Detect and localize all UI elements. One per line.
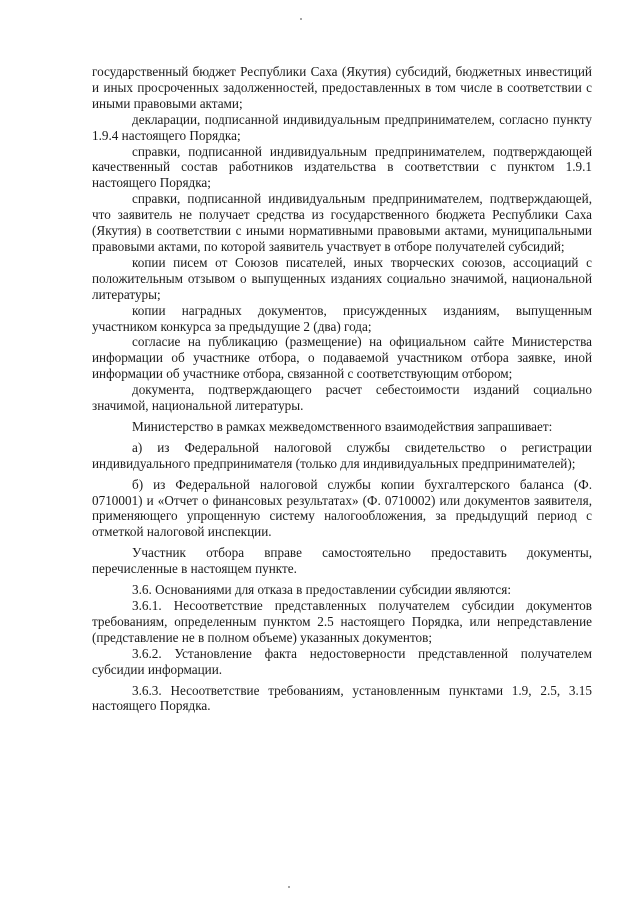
paragraph-item-a: а) из Федеральной налоговой службы свидетельство о регистрации индивидуального предпринимателя (только для индивидуальных предпринимателей); — [92, 439, 592, 471]
paragraph-publication-consent: согласие на публикацию (размещение) на официальном сайте Министерства информации об участнике отбора, о подаваемой участником отбора заявке, иной информации об участнике отбора, связанной с соответствующим отбором; — [92, 334, 592, 382]
scan-speck — [300, 18, 302, 20]
section-3-6-heading: 3.6. Основаниями для отказа в предоставлении субсидии являются: — [132, 582, 512, 598]
paragraph-continuation: государственный бюджет Республики Саха (Якутия) субсидий, бюджетных инвестиций и иных просроченных задолженностей, предоставленных в том числе в соответствии с иными правовыми актами; — [92, 64, 592, 111]
paragraph-declaration: декларации, подписанной индивидуальным предпринимателем, согласно пункту 1.9.4 настоящего Порядка; — [92, 111, 592, 143]
paragraph-staff-certificate: справки, подписанной индивидуальным предпринимателем, подтверждающей качественный состав работников издательства в соответствии с пунктом 1.9.1 настоящего Порядка; — [92, 143, 592, 191]
paragraph-writers-letters: копии писем от Союзов писателей, иных творческих союзов, ассоциаций с положительным отзывом о выпущенных изданиях социально значимой, национальной литературы; — [92, 254, 592, 302]
paragraph-no-funds-certificate: справки, подписанной индивидуальным предпринимателем, подтверждающей, что заявитель не получает средства из государственного бюджета Республики Саха (Якутия) в соответствии с иными нормативными правовыми актами, муниципальными правовыми актами, по которой заявитель участвует в отборе получателей субсидий; — [92, 191, 592, 254]
paragraph-item-b: б) из Федеральной налоговой службы копии бухгалтерского баланса (Ф. 0710001) и «Отчет о финансовых результатах» (Ф. 0710002) или документов заявителя, применяющего упрощенную систему налогообложения, за предыдущий период с отметкой налоговой инспекции. — [92, 476, 592, 540]
document-body — [92, 64, 592, 714]
paragraph-cost-calculation: документа, подтверждающего расчет себестоимости изданий социально значимой, национальной литературы. — [92, 382, 592, 414]
section-3-6-1: 3.6.1. Несоответствие представленных получателем субсидии документов требованиям, определенным пунктом 2.5 настоящего Порядка, или непредставление (представление не в полном объеме) указанных документов; — [92, 598, 592, 645]
section-3-6-3: 3.6.3. Несоответствие требованиям, установленным пунктами 1.9, 2.5, 3.15 настоящего Порядка. — [92, 682, 592, 714]
paragraph-award-documents: копии наградных документов, присужденных изданиям, выпущенным участником конкурса за предыдущие 2 (два) года; — [92, 302, 592, 334]
section-3-6-2: 3.6.2. Установление факта недостоверности представленной получателем субсидии информации. — [92, 645, 592, 677]
scan-speck — [288, 886, 290, 888]
paragraph-ministry-requests: Министерство в рамках межведомственного взаимодействия запрашивает: — [132, 418, 553, 434]
paragraph-self-submission: Участник отбора вправе самостоятельно предоставить документы, перечисленные в настоящем пункте. — [92, 545, 592, 577]
